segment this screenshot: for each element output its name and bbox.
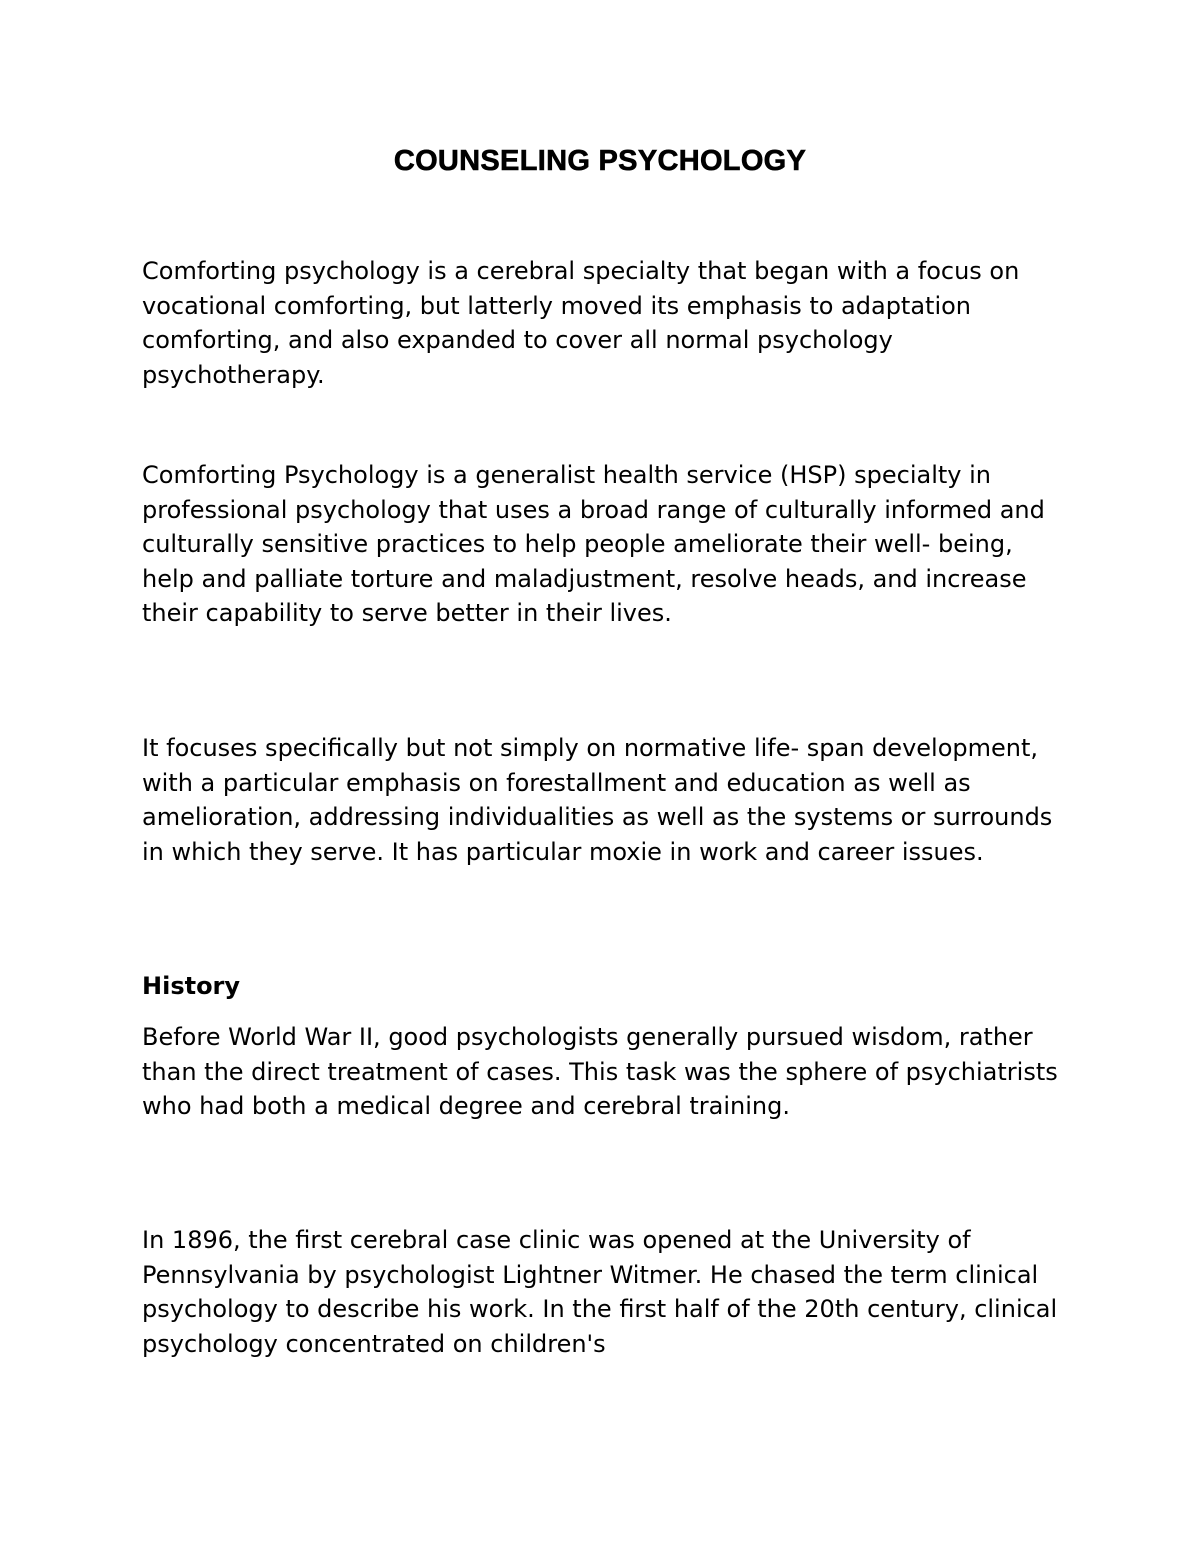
history-paragraph-1: Before World War II, good psychologists generally pursued wisdom, rather than the direct treatment of cases. This task was the sphere of psychiatrists who had both a medical degree and cerebral training. xyxy=(142,1023,1058,1120)
history-heading: History xyxy=(142,972,241,1000)
intro-paragraph-3: It focuses specifically but not simply on normative life- span development, with a particular emphasis on forestallment and education as well as amelioration, addressing individualities as well as the systems or surrounds in which they serve. It has particular moxie in work and career issues. xyxy=(142,734,1053,866)
intro-paragraph-1: Comforting psychology is a cerebral specialty that began with a focus on vocational comforting, but latterly moved its emphasis to adaptation comforting, and also expanded to cover all normal psychology psychotherapy. xyxy=(142,257,1020,389)
history-paragraph-2: In 1896, the first cerebral case clinic was opened at the University of Pennsylvania by psychologist Lightner Witmer. He chased the term clinical psychology to describe his work. In the first half of the 20th century, clinical psychology concentrated on children's xyxy=(142,1226,1058,1358)
document-title: COUNSELING PSYCHOLOGY xyxy=(393,145,807,177)
intro-paragraph-2: Comforting Psychology is a generalist health service (HSP) specialty in professional psychology that uses a broad range of culturally informed and culturally sensitive practices to help people ameliorate their well- being, help and palliate torture and maladjustment, resolve heads, and increase their capability to serve better in their lives. xyxy=(142,461,1045,627)
